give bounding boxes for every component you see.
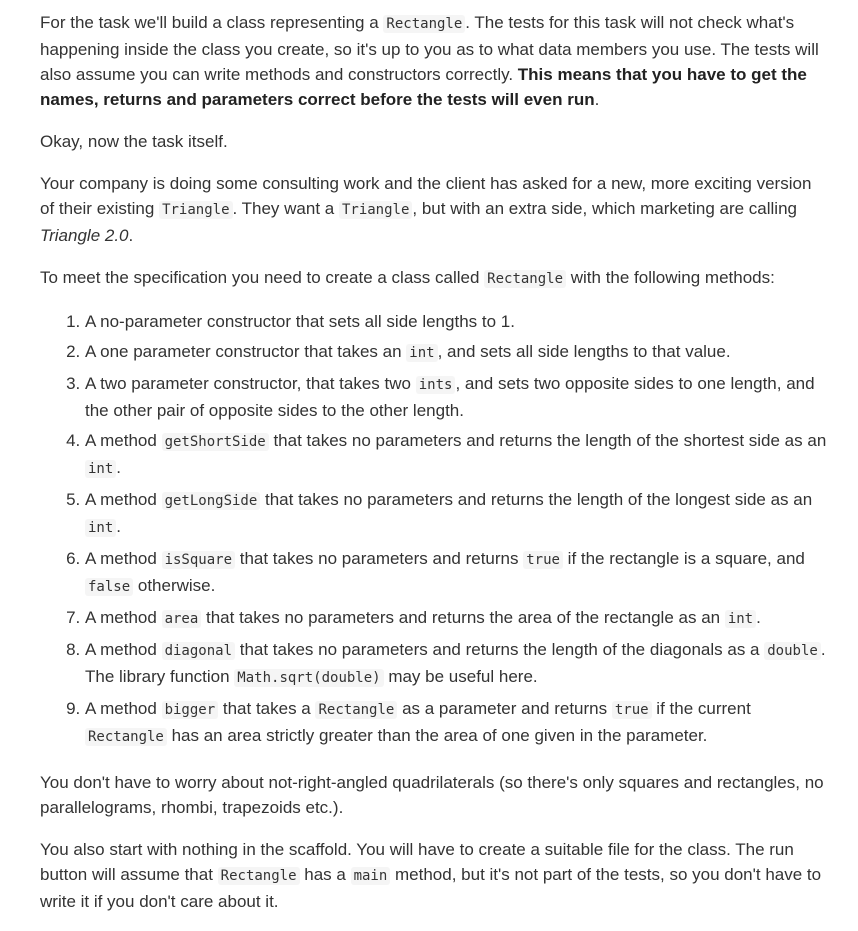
- text: , and sets all side lengths to that value.: [437, 342, 731, 361]
- text: , but with an extra side, which marketing are calling: [412, 199, 797, 218]
- inline-code: true: [523, 551, 563, 569]
- spec-paragraph: [40, 265, 830, 292]
- inline-code: Rectangle: [85, 728, 167, 746]
- method-list: [40, 309, 830, 750]
- inline-code: int: [725, 610, 756, 628]
- list-item: [85, 487, 830, 541]
- inline-code: diagonal: [162, 642, 235, 660]
- text: as a parameter and returns: [397, 699, 612, 718]
- list-item: [85, 605, 830, 632]
- text: that takes no parameters and returns the length of the diagonals as a: [235, 640, 765, 659]
- text: A one parameter constructor that takes an: [85, 342, 407, 361]
- text: A method: [85, 699, 162, 718]
- text: A method: [85, 431, 162, 450]
- text: .: [116, 458, 122, 477]
- context-paragraph: [40, 171, 830, 248]
- inline-code: Rectangle: [484, 270, 566, 288]
- text: has a: [299, 865, 351, 884]
- list-item: [85, 696, 830, 750]
- inline-code: getLongSide: [162, 492, 261, 510]
- inline-code: ints: [416, 376, 456, 394]
- text: that takes no parameters and returns the area of the rectangle as an: [201, 608, 725, 627]
- text: .: [116, 517, 122, 536]
- text: You also start with nothing in the scaffold. You will have to create a suitable file for the class. The run button will assume that: [40, 840, 794, 884]
- text: that takes no parameters and returns: [235, 549, 524, 568]
- text: . The library function: [85, 640, 826, 686]
- text: otherwise.: [133, 576, 216, 595]
- text: that takes a: [218, 699, 316, 718]
- emphasis-warning: This means that you have to get the names, returns and parameters correct before the tests will even run: [40, 65, 807, 109]
- intro-paragraph: [40, 10, 830, 112]
- text: .: [594, 90, 600, 109]
- text: may be useful here.: [383, 667, 538, 686]
- text: A two parameter constructor, that takes two: [85, 374, 416, 393]
- list-item: [85, 546, 830, 600]
- product-name: Triangle 2.0: [40, 226, 129, 245]
- inline-code: int: [406, 344, 437, 362]
- inline-code: Triangle: [159, 201, 232, 219]
- inline-code: false: [85, 578, 133, 596]
- list-item: [85, 309, 830, 334]
- text: that takes no parameters and returns the length of the shortest side as an: [268, 431, 827, 450]
- inline-code: Rectangle: [383, 15, 465, 33]
- list-item: [85, 428, 830, 482]
- scaffold-note-paragraph: [40, 837, 830, 914]
- scope-note-paragraph: You don't have to worry about not-right-angled quadrilaterals (so there's only squares and rectangles, no parallelograms, rhombi, trapezoids etc.).: [40, 773, 824, 817]
- text: if the rectangle is a square, and: [562, 549, 805, 568]
- text: , and sets two opposite sides to one length, and the other pair of opposite sides to the other length.: [85, 374, 815, 420]
- text: A method: [85, 608, 162, 627]
- task-description: [40, 10, 830, 931]
- inline-code: area: [162, 610, 202, 628]
- text: A method: [85, 490, 162, 509]
- text: A method: [85, 549, 162, 568]
- inline-code: int: [85, 519, 116, 537]
- transition-paragraph: Okay, now the task itself.: [40, 132, 228, 151]
- text: . They want a: [232, 199, 339, 218]
- text: that takes no parameters and returns the length of the longest side as an: [260, 490, 813, 509]
- text: Your company is doing some consulting work and the client has asked for a new, more exciting version of their existing: [40, 174, 812, 218]
- inline-code: getShortSide: [162, 433, 269, 451]
- text: A no-parameter constructor that sets all side lengths to 1.: [85, 312, 515, 331]
- text: .: [128, 226, 134, 245]
- text: has an area strictly greater than the area of one given in the parameter.: [166, 726, 708, 745]
- list-item: [85, 339, 830, 366]
- text: To meet the specification you need to create a class called: [40, 268, 485, 287]
- text: if the current: [651, 699, 751, 718]
- inline-code: bigger: [162, 701, 219, 719]
- inline-code: int: [85, 460, 116, 478]
- inline-code: Triangle: [339, 201, 412, 219]
- text: A method: [85, 640, 162, 659]
- inline-code: double: [764, 642, 821, 660]
- text: with the following methods:: [566, 268, 775, 287]
- inline-code: main: [351, 867, 391, 885]
- inline-code: true: [612, 701, 652, 719]
- list-item: [85, 637, 830, 691]
- inline-code: Math.sqrt(double): [234, 669, 383, 687]
- text: For the task we'll build a class representing a: [40, 13, 384, 32]
- list-item: [85, 371, 830, 423]
- inline-code: isSquare: [162, 551, 235, 569]
- text: .: [756, 608, 761, 627]
- text: method, but it's not part of the tests, so you don't have to write it if you don't care about it.: [40, 865, 822, 911]
- text: . The tests for this task will not check what's happening inside the class you create, so it's up to you as to what data members you use. The tests will also assume you can write methods and constructors correctly.: [40, 13, 819, 84]
- inline-code: Rectangle: [315, 701, 397, 719]
- inline-code: Rectangle: [218, 867, 300, 885]
